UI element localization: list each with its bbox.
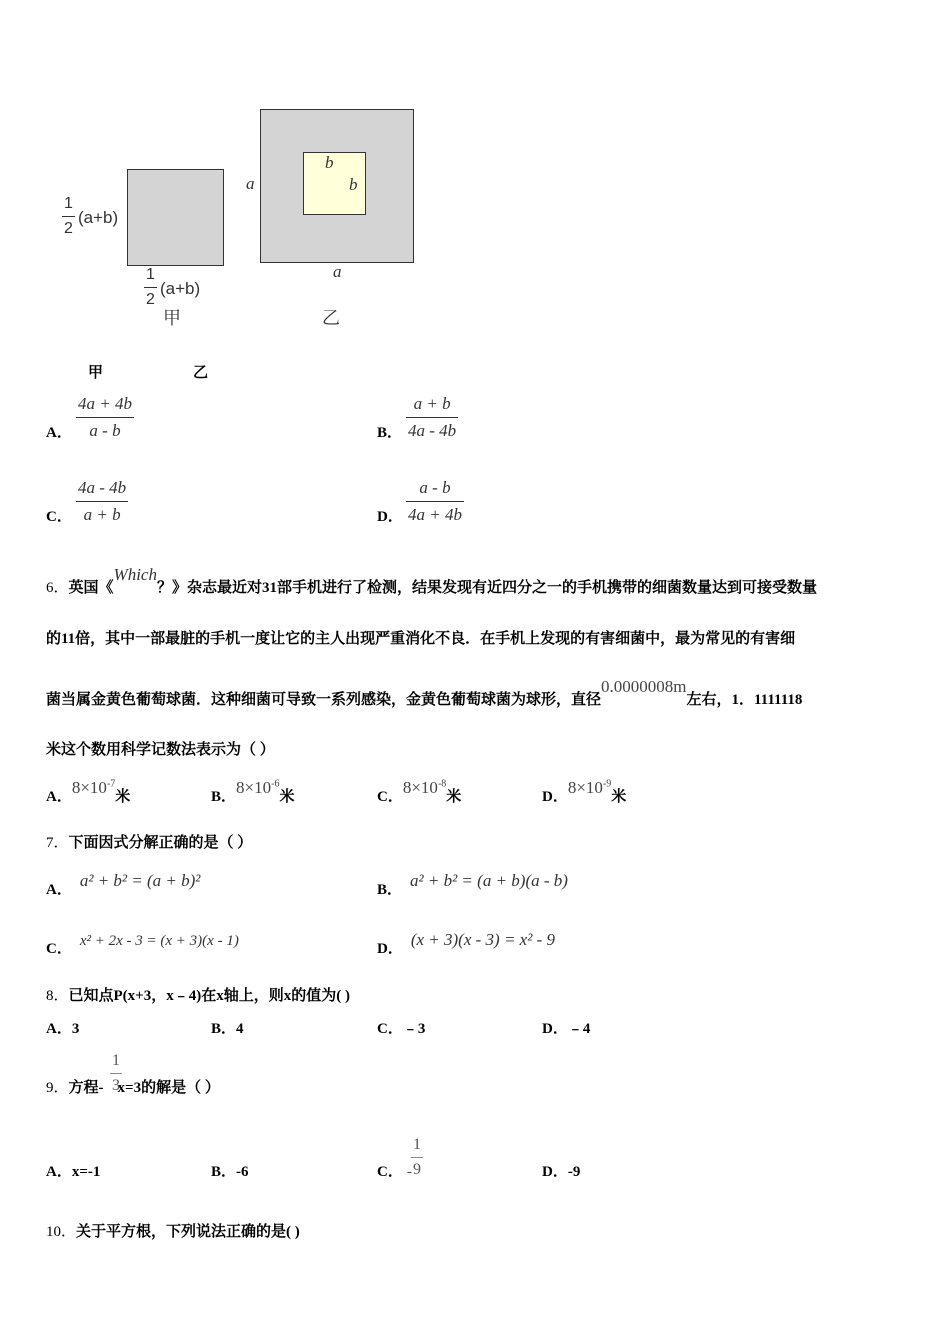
caption-yi: 乙 [193,365,209,381]
q8-option-a: A．3 [46,1021,80,1037]
q9-option-b: B．-6 [211,1164,249,1180]
q6-diameter: 0.0000008m [601,677,687,696]
yi-outer-left-label: a [246,174,255,193]
q8-option-c: C．﹣3 [377,1021,426,1037]
q5-option-c-label: C． [46,509,72,525]
q5-option-d-fraction: a - b 4a + 4b [408,478,462,524]
q6-line4: 米这个数用科学记数法表示为（ ） [46,742,275,758]
jia-left-frac: 1 2 [64,195,73,237]
q7-option-a: A． a² + b² = (a + b)² [46,871,201,898]
q6-option-d: D．$8\times 10^{-9}$米 [542,778,627,805]
q5-option-b-label: B． [377,425,403,441]
q6-number: 6． [46,580,69,596]
q5-option-b-fraction: a + b 4a - 4b [408,394,457,440]
q9-option-a: A．x=-1 [46,1164,101,1180]
q6-option-c: C．$8\times 10^{-8}$米 [377,778,462,805]
yi-inner-top-label: b [325,153,334,172]
q5-option-a-fraction: 4a + 4b a - b [78,394,132,440]
jia-left-expr: (a+b) [78,208,119,227]
q6-option-b: B．$8\times 10^{-6}$米 [211,778,295,805]
jia-bottom-expr: (a+b) [160,279,201,298]
q7-option-b: B． a² + b² = (a + b)(a - b) [377,871,568,898]
q8-option-d: D．﹣4 [542,1021,591,1037]
yi-outer-bottom-label: a [333,262,342,281]
q9-question: 9．方程- x=3的解是（ ） [46,1080,220,1096]
q6-option-a: A．$8\times 10^{-7}$米 [46,778,131,805]
q8-option-b: B．4 [211,1021,244,1037]
q5-option-d-label: D． [377,509,403,525]
q8-question: 8．已知点P(x+3，x﹣4)在x轴上，则x的值为( ) [46,988,350,1004]
jia-figure-caption: 甲 [163,308,181,328]
jia-bottom-frac: 1 2 [146,266,155,308]
yi-inner-right-label: b [349,175,358,194]
q7-question: 7．下面因式分解正确的是（ ） [46,835,253,851]
yi-figure-caption: 乙 [322,308,340,328]
q9-option-d: D．-9 [542,1164,581,1180]
q9-option-c: C． - [377,1164,412,1180]
q9-option-c-fraction: 1 9 [413,1136,421,1178]
q6-line2: 的11倍，其中一部最脏的手机一度让它的主人出现严重消化不良．在手机上发现的有害细菌中，最为常见的有害细 [46,631,796,647]
q6-line3: 菌当属金黄色葡萄球菌．这种细菌可导致一系列感染，金黄色葡萄球菌为球形，直径0.0000008m左右，1．1111118 [46,677,803,708]
q9-fraction: 1 3 [112,1052,120,1094]
q6-line1: 6．英国《Which？》杂志最近对31部手机进行了检测，结果发现有近四分之一的手机携带的细菌数量达到可接受数量 [46,565,817,596]
q6-magazine: Which [113,565,157,584]
q5-option-c-fraction: 4a - 4b a + b [78,478,127,524]
q5-option-a-label: A． [46,425,72,441]
q7-option-c: C． x² + 2x - 3 = (x + 3)(x - 1) [46,933,239,957]
q7-option-d: D． (x + 3)(x - 3) = x² - 9 [377,930,555,957]
caption-jia: 甲 [88,365,104,381]
q10-question: 10．关于平方根，下列说法正确的是( ) [46,1224,300,1240]
square-jia [127,169,224,266]
